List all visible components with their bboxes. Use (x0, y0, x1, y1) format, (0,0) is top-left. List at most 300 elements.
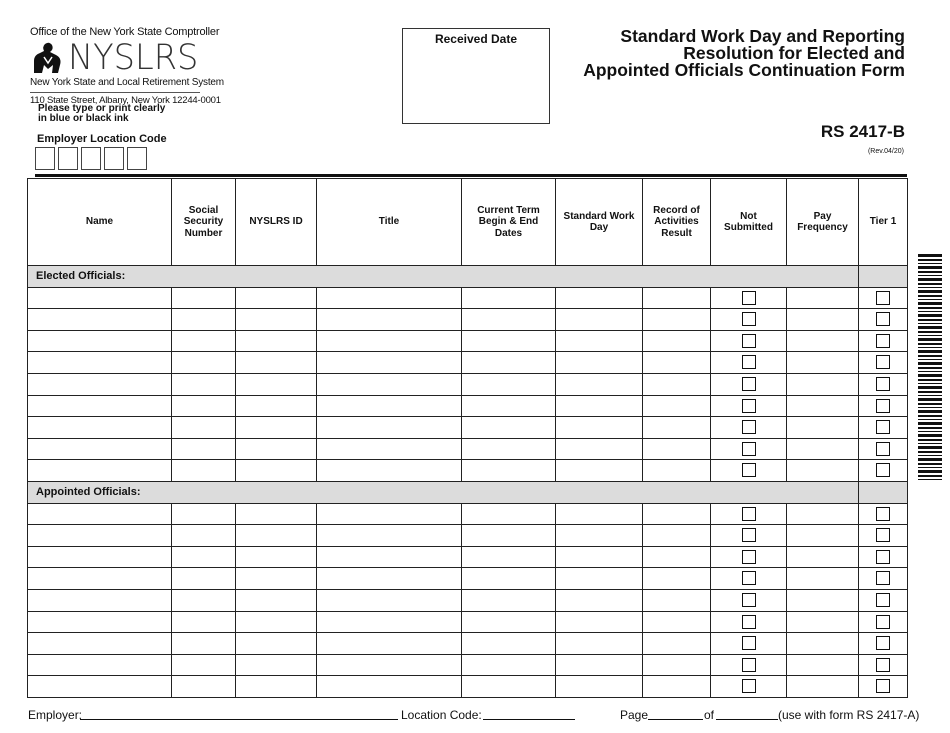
tier-1-checkbox[interactable] (876, 615, 890, 629)
cell-name[interactable] (28, 373, 172, 395)
cell-record-of-activities[interactable] (643, 330, 711, 352)
location-code-digit-box[interactable] (104, 147, 124, 170)
barcode-bar (918, 343, 942, 345)
not-submitted-checkbox[interactable] (742, 615, 756, 629)
barcode-bar (918, 266, 942, 269)
cell-record-of-activities[interactable] (643, 654, 711, 676)
table-row (28, 460, 908, 482)
barcode-bar (918, 271, 942, 273)
barcode-bar (918, 283, 942, 285)
cell-pay-frequency[interactable] (787, 568, 859, 590)
column-header-record-of-activities: Record of Activities Result (643, 179, 711, 266)
cell-name[interactable] (28, 309, 172, 331)
not-submitted-checkbox[interactable] (742, 420, 756, 434)
table-row (28, 546, 908, 568)
cell-ssn[interactable] (172, 460, 236, 482)
barcode-bar (918, 446, 942, 449)
cell-name[interactable] (28, 568, 172, 590)
cell-standard-work-day[interactable] (556, 438, 643, 460)
cell-title[interactable] (317, 330, 462, 352)
cell-name[interactable] (28, 395, 172, 417)
form-reference-note: (use with form RS 2417-A) (778, 708, 920, 722)
table-row (28, 611, 908, 633)
cell-tier-1 (859, 546, 908, 568)
not-submitted-checkbox[interactable] (742, 528, 756, 542)
cell-title[interactable] (317, 503, 462, 525)
tier-1-checkbox[interactable] (876, 507, 890, 521)
location-code-digit-box[interactable] (127, 147, 147, 170)
cell-pay-frequency[interactable] (787, 417, 859, 439)
cell-term-dates[interactable] (462, 676, 556, 698)
cell-pay-frequency[interactable] (787, 287, 859, 309)
tier-1-checkbox[interactable] (876, 593, 890, 607)
cell-nyslrs-id[interactable] (236, 633, 317, 655)
barcode-bar (918, 326, 942, 329)
cell-record-of-activities[interactable] (643, 417, 711, 439)
cell-tier-1 (859, 654, 908, 676)
tier-1-checkbox[interactable] (876, 528, 890, 542)
cell-title[interactable] (317, 417, 462, 439)
cell-record-of-activities[interactable] (643, 309, 711, 331)
cell-record-of-activities[interactable] (643, 287, 711, 309)
barcode-bar (918, 359, 942, 360)
cell-standard-work-day[interactable] (556, 589, 643, 611)
logo-wordmark: NYSLRS (68, 38, 199, 78)
cell-term-dates[interactable] (462, 589, 556, 611)
barcode-bar (918, 391, 942, 393)
cell-title[interactable] (317, 395, 462, 417)
tier-1-checkbox[interactable] (876, 463, 890, 477)
cell-record-of-activities[interactable] (643, 352, 711, 374)
tier-1-checkbox[interactable] (876, 679, 890, 693)
column-header-pay-frequency: Pay Frequency (787, 179, 859, 266)
cell-standard-work-day[interactable] (556, 568, 643, 590)
tier-1-checkbox[interactable] (876, 334, 890, 348)
cell-title[interactable] (317, 611, 462, 633)
not-submitted-checkbox[interactable] (742, 658, 756, 672)
table-row (28, 654, 908, 676)
barcode-bar (918, 427, 942, 429)
cell-pay-frequency[interactable] (787, 460, 859, 482)
cell-title[interactable] (317, 568, 462, 590)
cell-not-submitted (711, 352, 787, 374)
column-header-title: Title (317, 179, 462, 266)
cell-not-submitted (711, 417, 787, 439)
cell-term-dates[interactable] (462, 352, 556, 374)
barcode-bar (918, 407, 942, 408)
table-row (28, 503, 908, 525)
cell-name[interactable] (28, 589, 172, 611)
cell-not-submitted (711, 309, 787, 331)
cell-nyslrs-id[interactable] (236, 438, 317, 460)
barcode-bar (918, 410, 942, 413)
cell-standard-work-day[interactable] (556, 352, 643, 374)
page-number-input[interactable] (648, 708, 703, 723)
table-row (28, 417, 908, 439)
cell-ssn[interactable] (172, 546, 236, 568)
cell-nyslrs-id[interactable] (236, 330, 317, 352)
cell-pay-frequency[interactable] (787, 352, 859, 374)
employer-label: Employer: (28, 708, 83, 722)
cell-ssn[interactable] (172, 417, 236, 439)
cell-nyslrs-id[interactable] (236, 417, 317, 439)
barcode-bar (918, 319, 942, 321)
cell-nyslrs-id[interactable] (236, 395, 317, 417)
cell-title[interactable] (317, 352, 462, 374)
cell-nyslrs-id[interactable] (236, 503, 317, 525)
ink-instructions: Please type or print clearly in blue or black ink (38, 103, 166, 124)
not-submitted-checkbox[interactable] (742, 679, 756, 693)
cell-pay-frequency[interactable] (787, 611, 859, 633)
barcode-bar (918, 479, 942, 480)
cell-standard-work-day[interactable] (556, 503, 643, 525)
tier-1-checkbox[interactable] (876, 420, 890, 434)
location-code-label: Location Code: (401, 708, 482, 722)
table-body (28, 266, 908, 698)
cell-nyslrs-id[interactable] (236, 525, 317, 547)
cell-record-of-activities[interactable] (643, 676, 711, 698)
barcode-bar (918, 347, 942, 348)
cell-standard-work-day[interactable] (556, 373, 643, 395)
cell-pay-frequency[interactable] (787, 525, 859, 547)
not-submitted-checkbox[interactable] (742, 355, 756, 369)
cell-record-of-activities[interactable] (643, 546, 711, 568)
cell-ssn[interactable] (172, 438, 236, 460)
cell-pay-frequency[interactable] (787, 546, 859, 568)
cell-record-of-activities[interactable] (643, 589, 711, 611)
table-row (28, 568, 908, 590)
barcode-bar (918, 386, 942, 389)
cell-pay-frequency[interactable] (787, 373, 859, 395)
cell-not-submitted (711, 633, 787, 655)
barcode-bar (918, 379, 942, 381)
cell-pay-frequency[interactable] (787, 633, 859, 655)
cell-term-dates[interactable] (462, 287, 556, 309)
not-submitted-checkbox[interactable] (742, 463, 756, 477)
cell-name[interactable] (28, 503, 172, 525)
cell-name[interactable] (28, 546, 172, 568)
barcode-bar (918, 323, 942, 324)
barcode-bar (918, 455, 942, 456)
employer-input[interactable] (80, 708, 398, 723)
cell-term-dates[interactable] (462, 525, 556, 547)
barcode-bar (918, 383, 942, 384)
cell-name[interactable] (28, 654, 172, 676)
cell-standard-work-day[interactable] (556, 417, 643, 439)
cell-tier-1 (859, 438, 908, 460)
table-row (28, 330, 908, 352)
cell-ssn[interactable] (172, 633, 236, 655)
table-row (28, 395, 908, 417)
cell-record-of-activities[interactable] (643, 568, 711, 590)
cell-record-of-activities[interactable] (643, 525, 711, 547)
cell-ssn[interactable] (172, 589, 236, 611)
cell-title[interactable] (317, 525, 462, 547)
column-header-tier-1: Tier 1 (859, 179, 908, 266)
tier-1-checkbox[interactable] (876, 355, 890, 369)
cell-tier-1 (859, 417, 908, 439)
barcode-bar (918, 299, 942, 300)
cell-nyslrs-id[interactable] (236, 460, 317, 482)
cell-term-dates[interactable] (462, 633, 556, 655)
barcode-bar (918, 335, 942, 336)
barcode-bar (918, 403, 942, 405)
cell-term-dates[interactable] (462, 460, 556, 482)
cell-standard-work-day[interactable] (556, 676, 643, 698)
cell-ssn[interactable] (172, 654, 236, 676)
cell-nyslrs-id[interactable] (236, 568, 317, 590)
cell-record-of-activities[interactable] (643, 503, 711, 525)
cell-not-submitted (711, 525, 787, 547)
cell-name[interactable] (28, 438, 172, 460)
location-code-digit-box[interactable] (35, 147, 55, 170)
cell-term-dates[interactable] (462, 330, 556, 352)
barcode-bar (918, 470, 942, 473)
cell-ssn[interactable] (172, 611, 236, 633)
section-header-row (28, 266, 908, 288)
tier-1-checkbox[interactable] (876, 377, 890, 391)
cell-ssn[interactable] (172, 676, 236, 698)
cell-ssn[interactable] (172, 525, 236, 547)
cell-ssn[interactable] (172, 287, 236, 309)
cell-standard-work-day[interactable] (556, 330, 643, 352)
not-submitted-checkbox[interactable] (742, 312, 756, 326)
cell-term-dates[interactable] (462, 395, 556, 417)
employer-location-code-input[interactable] (35, 147, 147, 170)
cell-standard-work-day[interactable] (556, 287, 643, 309)
cell-term-dates[interactable] (462, 568, 556, 590)
cell-not-submitted (711, 589, 787, 611)
tier-1-checkbox[interactable] (876, 550, 890, 564)
column-header-nyslrs-id: NYSLRS ID (236, 179, 317, 266)
not-submitted-checkbox[interactable] (742, 334, 756, 348)
cell-ssn[interactable] (172, 503, 236, 525)
cell-title[interactable] (317, 309, 462, 331)
cell-tier-1 (859, 330, 908, 352)
barcode-bar (918, 295, 942, 297)
section-header-row (28, 481, 908, 503)
cell-name[interactable] (28, 352, 172, 374)
table-row (28, 676, 908, 698)
barcode-bar (918, 302, 942, 305)
cell-name[interactable] (28, 676, 172, 698)
cell-not-submitted (711, 568, 787, 590)
cell-not-submitted (711, 676, 787, 698)
cell-nyslrs-id[interactable] (236, 373, 317, 395)
form-title: Standard Work Day and Reporting Resolution for Elected and Appointed Officials Continuation Form (583, 26, 905, 80)
barcode-bar (918, 419, 942, 420)
cell-record-of-activities[interactable] (643, 438, 711, 460)
cell-standard-work-day[interactable] (556, 395, 643, 417)
not-submitted-checkbox[interactable] (742, 399, 756, 413)
cell-record-of-activities[interactable] (643, 395, 711, 417)
tier-1-checkbox[interactable] (876, 571, 890, 585)
cell-record-of-activities[interactable] (643, 373, 711, 395)
cell-pay-frequency[interactable] (787, 330, 859, 352)
system-name: New York State and Local Retirement System (30, 77, 224, 88)
cell-pay-frequency[interactable] (787, 654, 859, 676)
cell-term-dates[interactable] (462, 373, 556, 395)
barcode-bar (918, 463, 942, 465)
cell-standard-work-day[interactable] (556, 654, 643, 676)
location-code-input[interactable] (483, 708, 575, 723)
cell-nyslrs-id[interactable] (236, 287, 317, 309)
page-total-input[interactable] (716, 708, 778, 723)
cell-name[interactable] (28, 287, 172, 309)
office-name: Office of the New York State Comptroller (30, 26, 220, 38)
cell-term-dates[interactable] (462, 503, 556, 525)
barcode-bar (918, 259, 942, 261)
cell-title[interactable] (317, 546, 462, 568)
cell-pay-frequency[interactable] (787, 438, 859, 460)
not-submitted-checkbox[interactable] (742, 377, 756, 391)
cell-record-of-activities[interactable] (643, 633, 711, 655)
table-row (28, 633, 908, 655)
barcode-bar (918, 254, 942, 257)
column-header-ssn: Social Security Number (172, 179, 236, 266)
barcode-bar (918, 311, 942, 312)
tier-1-checkbox[interactable] (876, 399, 890, 413)
barcode-bar (918, 395, 942, 396)
barcode-bar (918, 443, 942, 444)
cell-nyslrs-id[interactable] (236, 352, 317, 374)
cell-tier-1 (859, 503, 908, 525)
cell-nyslrs-id[interactable] (236, 546, 317, 568)
column-header-name: Name (28, 179, 172, 266)
not-submitted-checkbox[interactable] (742, 593, 756, 607)
cell-nyslrs-id[interactable] (236, 676, 317, 698)
cell-term-dates[interactable] (462, 611, 556, 633)
tier-1-checkbox[interactable] (876, 636, 890, 650)
cell-pay-frequency[interactable] (787, 503, 859, 525)
cell-nyslrs-id[interactable] (236, 654, 317, 676)
cell-term-dates[interactable] (462, 438, 556, 460)
not-submitted-checkbox[interactable] (742, 550, 756, 564)
barcode-bar (918, 422, 942, 425)
cell-standard-work-day[interactable] (556, 611, 643, 633)
cell-standard-work-day[interactable] (556, 460, 643, 482)
cell-record-of-activities[interactable] (643, 460, 711, 482)
tier-1-checkbox[interactable] (876, 291, 890, 305)
cell-term-dates[interactable] (462, 309, 556, 331)
received-date-label: Received Date (434, 32, 518, 46)
cell-title[interactable] (317, 633, 462, 655)
table-row (28, 438, 908, 460)
section-label-spacer (859, 481, 908, 503)
cell-title[interactable] (317, 438, 462, 460)
received-date-box (402, 28, 550, 124)
cell-not-submitted (711, 438, 787, 460)
column-header-term-dates: Current Term Begin & End Dates (462, 179, 556, 266)
cell-name[interactable] (28, 417, 172, 439)
cell-title[interactable] (317, 589, 462, 611)
cell-name[interactable] (28, 460, 172, 482)
barcode-bar (918, 355, 942, 357)
column-header-not-submitted: Not Submitted (711, 179, 787, 266)
cell-name[interactable] (28, 330, 172, 352)
cell-pay-frequency[interactable] (787, 676, 859, 698)
cell-term-dates[interactable] (462, 654, 556, 676)
barcode-bar (918, 278, 942, 281)
cell-term-dates[interactable] (462, 546, 556, 568)
cell-name[interactable] (28, 525, 172, 547)
agency-block (30, 26, 230, 106)
cell-ssn[interactable] (172, 373, 236, 395)
cell-standard-work-day[interactable] (556, 309, 643, 331)
cell-nyslrs-id[interactable] (236, 611, 317, 633)
cell-pay-frequency[interactable] (787, 309, 859, 331)
not-submitted-checkbox[interactable] (742, 571, 756, 585)
tier-1-checkbox[interactable] (876, 442, 890, 456)
cell-title[interactable] (317, 287, 462, 309)
table-row (28, 287, 908, 309)
barcode-bar (918, 415, 942, 417)
cell-tier-1 (859, 611, 908, 633)
cell-not-submitted (711, 373, 787, 395)
cell-title[interactable] (317, 373, 462, 395)
section-label: Elected Officials: (28, 266, 859, 288)
form-revision: (Rev.04/20) (867, 148, 904, 155)
not-submitted-checkbox[interactable] (742, 442, 756, 456)
not-submitted-checkbox[interactable] (742, 507, 756, 521)
cell-standard-work-day[interactable] (556, 525, 643, 547)
barcode (918, 254, 942, 482)
cell-pay-frequency[interactable] (787, 589, 859, 611)
not-submitted-checkbox[interactable] (742, 291, 756, 305)
cell-ssn[interactable] (172, 395, 236, 417)
tier-1-checkbox[interactable] (876, 312, 890, 326)
barcode-bar (918, 367, 942, 369)
cell-record-of-activities[interactable] (643, 611, 711, 633)
section-label-spacer (859, 266, 908, 288)
location-code-digit-box[interactable] (81, 147, 101, 170)
cell-tier-1 (859, 676, 908, 698)
tier-1-checkbox[interactable] (876, 658, 890, 672)
cell-title[interactable] (317, 654, 462, 676)
barcode-bar (918, 374, 942, 377)
barcode-bar (918, 398, 942, 401)
cell-tier-1 (859, 633, 908, 655)
cell-nyslrs-id[interactable] (236, 309, 317, 331)
cell-name[interactable] (28, 633, 172, 655)
cell-not-submitted (711, 287, 787, 309)
agency-address: 110 State Street, Albany, New York 12244-0001 (30, 95, 221, 106)
location-code-digit-box[interactable] (58, 147, 78, 170)
not-submitted-checkbox[interactable] (742, 636, 756, 650)
barcode-bar (918, 467, 942, 468)
cell-title[interactable] (317, 676, 462, 698)
cell-standard-work-day[interactable] (556, 546, 643, 568)
cell-ssn[interactable] (172, 352, 236, 374)
cell-standard-work-day[interactable] (556, 633, 643, 655)
barcode-bar (918, 451, 942, 453)
cell-tier-1 (859, 525, 908, 547)
cell-ssn[interactable] (172, 330, 236, 352)
barcode-bar (918, 338, 942, 341)
table-row (28, 589, 908, 611)
barcode-bar (918, 287, 942, 288)
cell-pay-frequency[interactable] (787, 395, 859, 417)
cell-term-dates[interactable] (462, 417, 556, 439)
cell-name[interactable] (28, 611, 172, 633)
section-label: Appointed Officials: (28, 481, 859, 503)
cell-not-submitted (711, 503, 787, 525)
barcode-bar (918, 350, 942, 353)
cell-title[interactable] (317, 460, 462, 482)
cell-nyslrs-id[interactable] (236, 589, 317, 611)
cell-ssn[interactable] (172, 309, 236, 331)
cell-ssn[interactable] (172, 568, 236, 590)
